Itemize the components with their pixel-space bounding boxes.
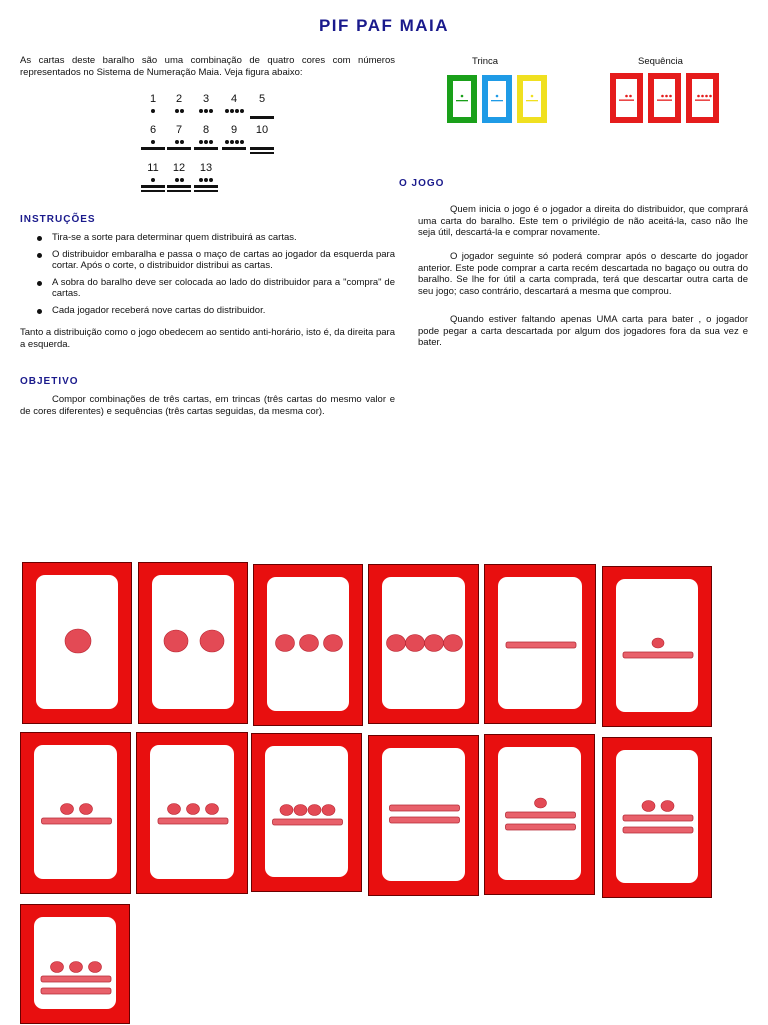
card-bar bbox=[506, 642, 576, 648]
sequencia-card bbox=[610, 73, 643, 123]
maya-dot bbox=[230, 140, 234, 144]
card-bar bbox=[506, 812, 576, 818]
maya-numeral bbox=[192, 93, 220, 114]
card-bar bbox=[158, 818, 228, 824]
maya-bar bbox=[194, 147, 218, 150]
maya-bar bbox=[167, 190, 191, 193]
maya-numeral-label: 5 bbox=[258, 93, 266, 105]
card-12 bbox=[602, 737, 712, 898]
list-item: O distribuidor embaralha e passa o maço de cartas ao jogador da esquerda para cortar. Após o corte, o distribuidor distribui as cartas. bbox=[20, 249, 395, 272]
maya-dot bbox=[199, 109, 203, 113]
trinca-label: Trinca bbox=[472, 56, 499, 67]
maya-dot bbox=[240, 109, 244, 113]
sequencia-label: Sequência bbox=[638, 56, 683, 67]
maya-numeral-label: 12 bbox=[172, 162, 186, 174]
intro-text: As cartas deste baralho são uma combinação de quatro cores com números representados no Sistema de Numeração Maia. Veja figura abaixo: bbox=[20, 55, 395, 78]
card-7 bbox=[20, 732, 131, 894]
card-dot bbox=[206, 804, 219, 815]
maya-bar bbox=[141, 185, 165, 188]
maya-bar bbox=[194, 190, 218, 193]
card-dot bbox=[652, 638, 664, 648]
maya-dot bbox=[209, 109, 213, 113]
jogo-paragraph-3: Quando estiver faltando apenas UMA carta para bater , o jogador pode pegar a carta descartada por algum dos jogadores fora da sua vez e bater. bbox=[418, 314, 748, 348]
card-dot bbox=[51, 962, 64, 973]
maya-numeral bbox=[192, 162, 220, 192]
card-symbol bbox=[369, 565, 480, 725]
maya-numeral bbox=[165, 162, 193, 192]
card-symbol bbox=[603, 738, 713, 899]
card-symbol bbox=[252, 734, 363, 893]
card-4 bbox=[368, 564, 479, 724]
card-symbol bbox=[369, 736, 480, 897]
trinca-card bbox=[482, 75, 512, 123]
card-symbol bbox=[139, 563, 249, 725]
maya-dot bbox=[180, 178, 184, 182]
card-dot bbox=[168, 804, 181, 815]
maya-numeral bbox=[220, 124, 248, 150]
maya-numeral bbox=[220, 93, 248, 114]
maya-dot bbox=[151, 109, 155, 113]
card-dot bbox=[324, 635, 343, 652]
maya-numeral bbox=[192, 124, 220, 150]
card-dot bbox=[89, 962, 102, 973]
maya-dot bbox=[180, 140, 184, 144]
maya-numeral-label: 2 bbox=[175, 93, 183, 105]
card-13 bbox=[20, 904, 130, 1024]
maya-dot bbox=[225, 140, 229, 144]
card-bar bbox=[42, 818, 112, 824]
list-item: A sobra do baralho deve ser colocada ao lado do distribuidor para a "compra" de cartas. bbox=[20, 277, 395, 300]
page-title: PIF PAF MAIA bbox=[318, 16, 450, 35]
card-dot bbox=[444, 635, 463, 652]
card-dot bbox=[642, 801, 655, 812]
maya-numeral bbox=[248, 124, 276, 154]
trinca-card bbox=[517, 75, 547, 123]
card-dot bbox=[187, 804, 200, 815]
maya-numeral bbox=[165, 93, 193, 114]
objetivo-text: Compor combinações de três cartas, em trincas (três cartas do mesmo valor e de cores diferentes) e sequências (três cartas seguidas, da mesma cor). bbox=[20, 394, 395, 417]
maya-dot bbox=[151, 178, 155, 182]
card-dot bbox=[164, 630, 188, 652]
card-symbol bbox=[137, 733, 249, 895]
maya-dot bbox=[175, 109, 179, 113]
maya-numeral-label: 4 bbox=[230, 93, 238, 105]
maya-dot bbox=[204, 140, 208, 144]
card-dot bbox=[308, 805, 321, 816]
maya-dot bbox=[225, 109, 229, 113]
maya-dot bbox=[204, 178, 208, 182]
card-symbol bbox=[254, 565, 364, 727]
maya-numeral bbox=[165, 124, 193, 150]
card-dot bbox=[65, 629, 91, 653]
card-symbol bbox=[485, 735, 596, 896]
maya-dot bbox=[209, 140, 213, 144]
card-dot bbox=[294, 805, 307, 816]
card-dot bbox=[61, 804, 74, 815]
card-symbol bbox=[21, 905, 131, 1025]
maya-numeral-label: 13 bbox=[199, 162, 213, 174]
card-bar bbox=[623, 652, 693, 658]
instrucoes-heading: INSTRUÇÕES bbox=[20, 214, 96, 225]
maya-dot bbox=[151, 140, 155, 144]
card-11 bbox=[484, 734, 595, 895]
card-dot bbox=[70, 962, 83, 973]
maya-bar bbox=[194, 185, 218, 188]
card-3 bbox=[253, 564, 363, 726]
maya-numeral bbox=[139, 93, 167, 114]
maya-numeral bbox=[139, 162, 167, 192]
card-dot bbox=[406, 635, 425, 652]
card-bar bbox=[623, 815, 693, 821]
jogo-heading: O JOGO bbox=[399, 178, 445, 189]
card-bar bbox=[390, 817, 460, 823]
maya-dot bbox=[240, 140, 244, 144]
card-dot bbox=[280, 805, 293, 816]
maya-numeral bbox=[139, 124, 167, 150]
maya-numeral-label: 8 bbox=[202, 124, 210, 136]
card-2 bbox=[138, 562, 248, 724]
maya-numeral-label: 3 bbox=[202, 93, 210, 105]
card-bar bbox=[623, 827, 693, 833]
card-5 bbox=[484, 564, 596, 724]
maya-bar bbox=[167, 147, 191, 150]
instrucoes-list bbox=[20, 232, 395, 321]
card-dot bbox=[300, 635, 319, 652]
maya-dot bbox=[175, 140, 179, 144]
maya-dot bbox=[230, 109, 234, 113]
maya-bar bbox=[222, 147, 246, 150]
card-symbol bbox=[603, 567, 713, 728]
maya-dot bbox=[175, 178, 179, 182]
maya-dot bbox=[235, 140, 239, 144]
maya-bar bbox=[141, 147, 165, 150]
card-dot bbox=[425, 635, 444, 652]
maya-numeral-label: 10 bbox=[255, 124, 269, 136]
list-item: Cada jogador receberá nove cartas do distribuidor. bbox=[20, 305, 395, 317]
card-8 bbox=[136, 732, 248, 894]
maya-bar bbox=[250, 116, 274, 119]
maya-dot bbox=[199, 178, 203, 182]
card-dot bbox=[535, 798, 547, 808]
card-symbol bbox=[21, 733, 132, 895]
card-bar bbox=[273, 819, 343, 825]
instrucoes-footer: Tanto a distribuição como o jogo obedecem ao sentido anti-horário, isto é, da direita para a esquerda. bbox=[20, 327, 395, 350]
card-dot bbox=[322, 805, 335, 816]
objetivo-heading: OBJETIVO bbox=[20, 376, 79, 387]
maya-numeral-label: 1 bbox=[149, 93, 157, 105]
card-bar bbox=[41, 988, 111, 994]
maya-dot bbox=[199, 140, 203, 144]
sequencia-card bbox=[648, 73, 681, 123]
card-dot bbox=[387, 635, 406, 652]
card-dot bbox=[80, 804, 93, 815]
maya-numeral-label: 7 bbox=[175, 124, 183, 136]
maya-dot bbox=[235, 109, 239, 113]
card-dot bbox=[661, 801, 674, 812]
card-bar bbox=[506, 824, 576, 830]
maya-dot bbox=[209, 178, 213, 182]
maya-dot bbox=[180, 109, 184, 113]
maya-numeral-label: 6 bbox=[149, 124, 157, 136]
maya-numeral-label: 9 bbox=[230, 124, 238, 136]
card-1 bbox=[22, 562, 132, 724]
card-bar bbox=[390, 805, 460, 811]
card-6 bbox=[602, 566, 712, 727]
card-symbol bbox=[23, 563, 133, 725]
maya-bar bbox=[141, 190, 165, 193]
list-item: Tira-se a sorte para determinar quem distribuirá as cartas. bbox=[20, 232, 395, 244]
card-10 bbox=[368, 735, 479, 896]
card-dot bbox=[200, 630, 224, 652]
maya-numeral bbox=[248, 93, 276, 119]
maya-numeral-label: 11 bbox=[147, 162, 159, 174]
jogo-paragraph-1: Quem inicia o jogo é o jogador a direita do distribuidor, que comprará uma carta do baralho. Este tem o privilégio de não aceitá-la, caso não lhe seja útil, descartá-la e comprar novamente. bbox=[418, 204, 748, 238]
card-bar bbox=[41, 976, 111, 982]
maya-dot bbox=[204, 109, 208, 113]
trinca-card bbox=[447, 75, 477, 123]
jogo-paragraph-2: O jogador seguinte só poderá comprar após o descarte do jogador anterior. Este pode comprar a carta recém descartada no bagaço ou outra do baralho. Se lhe for útil a carta comprada, terá que descartar outra carta de seu jogo; caso contrário, descartará a mesma que comprou. bbox=[418, 251, 748, 297]
sequencia-card bbox=[686, 73, 719, 123]
maya-bar bbox=[250, 152, 274, 155]
card-symbol bbox=[485, 565, 597, 725]
card-9 bbox=[251, 733, 362, 892]
maya-bar bbox=[250, 147, 274, 150]
card-dot bbox=[276, 635, 295, 652]
maya-bar bbox=[167, 185, 191, 188]
